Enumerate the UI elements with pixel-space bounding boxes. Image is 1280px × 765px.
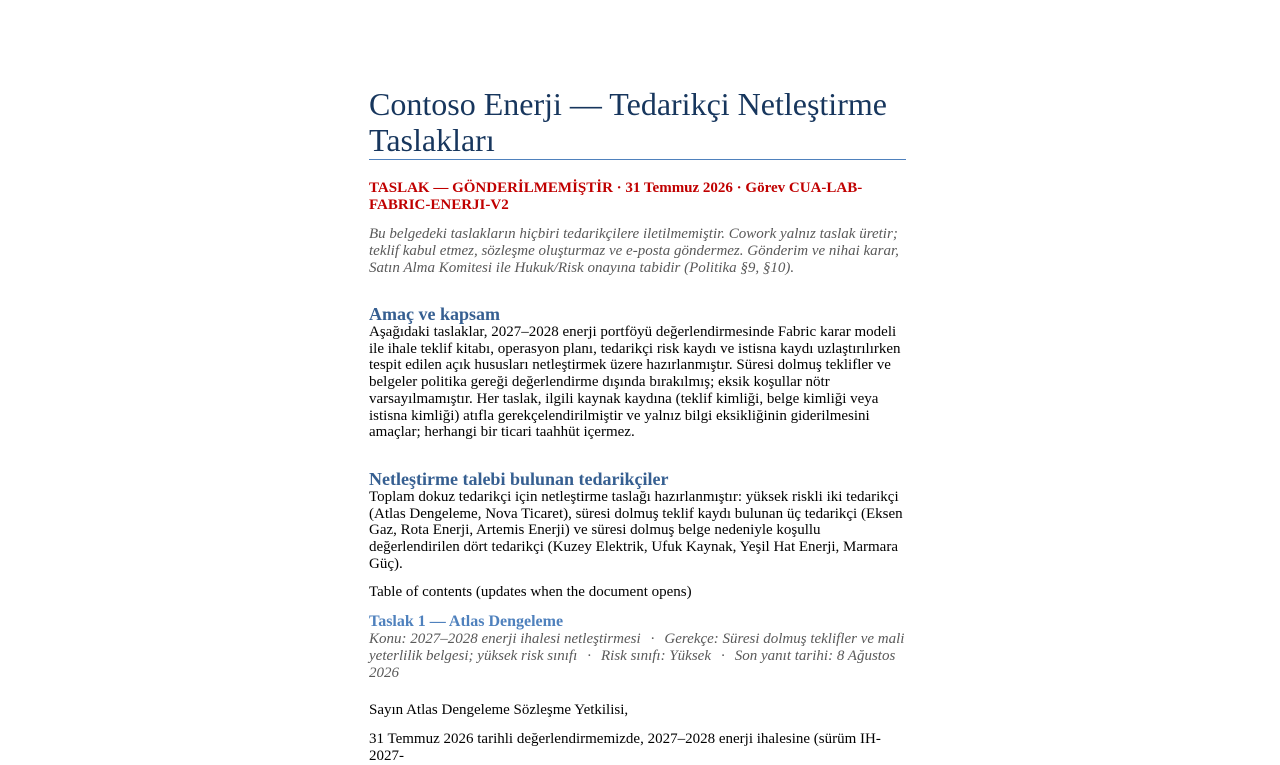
draft-1-body: 31 Temmuz 2026 tarihli değerlendirmemizde, 2027–2028 enerji ihalesine (sürüm IH-2027- <box>369 731 881 765</box>
meta-separator: · <box>650 631 655 648</box>
draft-1-salutation: Sayın Atlas Dengeleme Sözleşme Yetkilisi, <box>369 702 629 719</box>
suppliers-heading: Netleştirme talebi bulunan tedarikçiler <box>369 468 669 489</box>
draft-1-deadline: Son yanıt tarihi: 8 Ağustos 2026 <box>369 648 896 682</box>
draft-status-line: TASLAK — GÖNDERİLMEMİŞTİR · 31 Temmuz 2026 · Görev CUA-LAB-FABRIC-ENERJI-V2 <box>369 180 863 213</box>
suppliers-paragraph: Toplam dokuz tedarikçi için netleştirme taslağı hazırlanmıştır: yüksek riskli iki tedarikçi (Atlas Dengeleme, Nova Ticaret), süresi dolmuş teklif kaydı bulunan üç tedarikçi (Eksen Gaz, Rota Enerji, Artemis Enerji) ve süresi dolmuş belge nedeniyle koşullu değerlendirilen dört tedarikçi (Kuzey Elektrik, Ufuk Kaynak, Yeşil Hat Enerji, Marmara Güç). <box>369 488 903 572</box>
draft-1-rationale: Gerekçe: Süresi dolmuş teklifler ve mali yeterlilik belgesi; yüksek risk sınıfı <box>369 631 905 665</box>
draft-1-meta <box>369 631 906 682</box>
scope-paragraph: Aşağıdaki taslaklar, 2027–2028 enerji portföyü değerlendirmesinde Fabric karar modeli ile ihale teklif kitabı, operasyon planı, tedarikçi risk kaydı ve istisna kaydı uzlaştırılırken tespit edilen açık hususları netleştirmek üzere hazırlanmıştır. Süresi dolmuş teklifler ve belgeler politika gereği değerlendirme dışında bırakılmış; eksik koşullar nötr varsayılmamıştır. Her taslak, ilgili kaynak kaydına (teklif kimliği, belge kimliği veya istisna kimliği) atıfla gerekçelendirilmiştir ve yalnız bilgi eksikliğinin giderilmesini amaçlar; herhangi bir ticari taahhüt içermez. <box>369 324 901 441</box>
draft-1-risk-class: Risk sınıfı: Yüksek <box>601 648 711 665</box>
table-of-contents-placeholder[interactable]: Table of contents (updates when the document opens) <box>369 584 692 601</box>
document-title: Contoso Enerji — Tedarikçi Netleştirme Taslakları <box>369 86 906 160</box>
disclaimer-note: Bu belgedeki taslakların hiçbiri tedarikçilere iletilmemiştir. Cowork yalnız taslak üretir; teklif kabul etmez, sözleşme oluşturmaz ve e-posta göndermez. Gönderim ve nihai karar, Satın Alma Komitesi ile Hukuk/Risk onayına tabidir (Politika §9, §10). <box>369 226 899 276</box>
meta-separator: · <box>721 648 725 665</box>
document-page <box>369 0 906 765</box>
draft-1-heading: Taslak 1 — Atlas Dengeleme <box>369 613 564 631</box>
meta-separator: · <box>587 648 592 665</box>
draft-1-subject: Konu: 2027–2028 enerji ihalesi netleştirmesi <box>369 631 641 648</box>
scope-heading: Amaç ve kapsam <box>369 304 500 324</box>
